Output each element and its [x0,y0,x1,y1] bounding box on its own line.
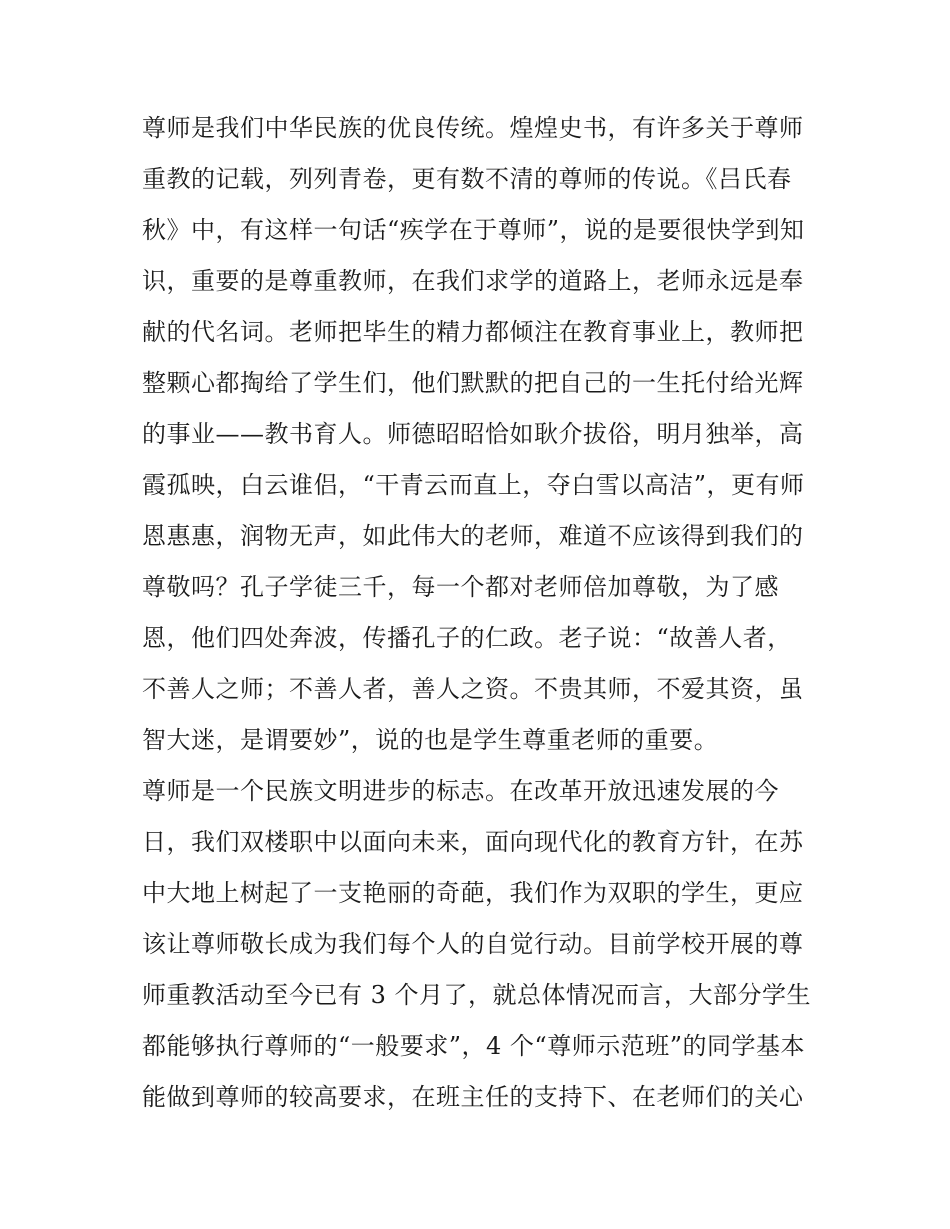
text-line: 不善人之师；不善人者，善人之资。不贵其师，不爱其资，虽 [142,675,804,703]
text-line: 能做到尊师的较高要求，在班主任的支持下、在老师们的关心 [142,1083,804,1111]
text-line: 识，重要的是尊重教师，在我们求学的道路上，老师永远是奉 [142,267,804,295]
body-text [142,103,822,1123]
text-line: 秋》中，有这样一句话“疾学在于尊师”，说的是要很快学到知 [142,216,805,244]
text-line: 该让尊师敬长成为我们每个人的自觉行动。目前学校开展的尊 [142,930,804,958]
text-line: 尊师是一个民族文明进步的标志。在改革开放迅速发展的今 [142,777,779,805]
text-line: 中大地上树起了一支艳丽的奇葩，我们作为双职的学生，更应 [142,879,804,907]
text-line: 尊师是我们中华民族的优良传统。煌煌史书，有许多关于尊师 [142,114,804,142]
text-line: 恩，他们四处奔波，传播孔子的仁政。老子说：“故善人者， [142,624,792,652]
text-line: 智大迷，是谓要妙”，说的也是学生尊重老师的重要。 [142,726,719,754]
text-line: 献的代名词。老师把毕生的精力都倾注在教育事业上，教师把 [142,318,804,346]
text-line: 恩惠惠，润物无声，如此伟大的老师，难道不应该得到我们的 [142,522,804,550]
text-line: 霞孤映，白云谁侣，“干青云而直上，夺白雪以高洁”，更有师 [142,471,805,499]
text-line: 重教的记载，列列青卷，更有数不清的尊师的传说。《吕氏春 [142,165,792,193]
text-line: 日，我们双楼职中以面向未来，面向现代化的教育方针，在苏 [142,828,804,856]
text-line: 尊敬吗？孔子学徒三千，每一个都对老师倍加尊敬，为了感 [142,573,779,601]
text-line: 整颗心都掏给了学生们，他们默默的把自己的一生托付给光辉 [142,369,804,397]
text-line: 的事业——教书育人。师德昭昭恰如耿介拔俗，明月独举，高 [142,420,804,448]
text-line: 师重教活动至今已有 3 个月了，就总体情况而言，大部分学生 [142,981,812,1009]
text-line: 都能够执行尊师的“一般要求”，4 个“尊师示范班”的同学基本 [142,1032,805,1060]
